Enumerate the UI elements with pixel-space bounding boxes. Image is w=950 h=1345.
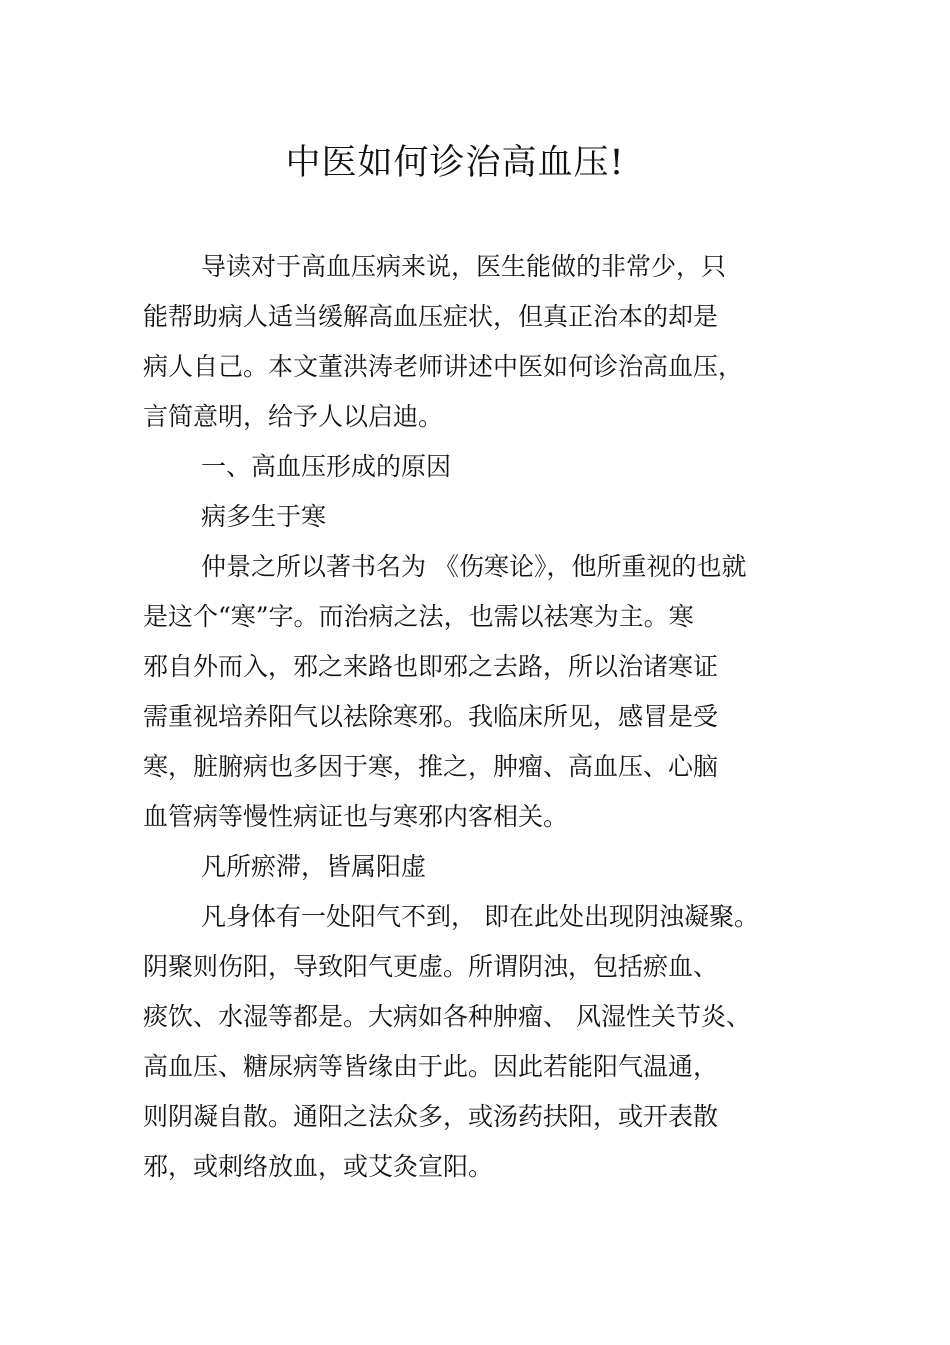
- text-line: 寒，脏腑病也多因于寒，推之，肿瘤、高血压、心脑: [143, 752, 719, 781]
- subsection-heading: 凡所瘀滞，皆属阳虚: [201, 852, 427, 881]
- text-line: 是这个“寒”字。而治病之法，也需以祛寒为主。寒: [143, 602, 694, 631]
- text-line: 能帮助病人适当缓解高血压症状，但真正治本的却是: [143, 302, 719, 331]
- text-line: 痰饮、水湿等都是。大病如各种肿瘤、 风湿性关节炎、: [143, 1002, 751, 1031]
- text-line: 则阴凝自散。通阳之法众多，或汤药扶阳，或开表散: [143, 1102, 719, 1131]
- text-line: 言简意明，给予人以启迪。: [143, 402, 444, 431]
- text-line: 导读对于高血压病来说，医生能做的非常少，只: [201, 252, 727, 281]
- subsection-heading: 病多生于寒: [201, 502, 327, 531]
- text-line: 仲景之所以著书名为 《伤寒论》，他所重视的也就: [201, 552, 747, 581]
- text-line: 邪，或刺络放血，或艾灸宣阳。: [143, 1152, 494, 1181]
- text-line: 邪自外而入，邪之来路也即邪之去路，所以治诸寒证: [143, 652, 719, 681]
- text-line: 阴聚则伤阳，导致阳气更虚。所谓阴浊，包括瘀血、: [143, 952, 719, 981]
- text-line: 血管病等慢性病证也与寒邪内客相关。: [143, 802, 569, 831]
- text-line: 凡身体有一处阳气不到， 即在此处出现阴浊凝聚。: [201, 902, 759, 931]
- text-line: 需重视培养阳气以祛除寒邪。我临床所见，感冒是受: [143, 702, 719, 731]
- text-line: 病人自己。本文董洪涛老师讲述中医如何诊治高血压，: [143, 352, 744, 381]
- text-line: 高血压、糖尿病等皆缘由于此。因此若能阳气温通，: [143, 1052, 719, 1081]
- document-title: 中医如何诊治高血压!: [285, 143, 625, 183]
- section-heading: 一、高血压形成的原因: [201, 452, 452, 481]
